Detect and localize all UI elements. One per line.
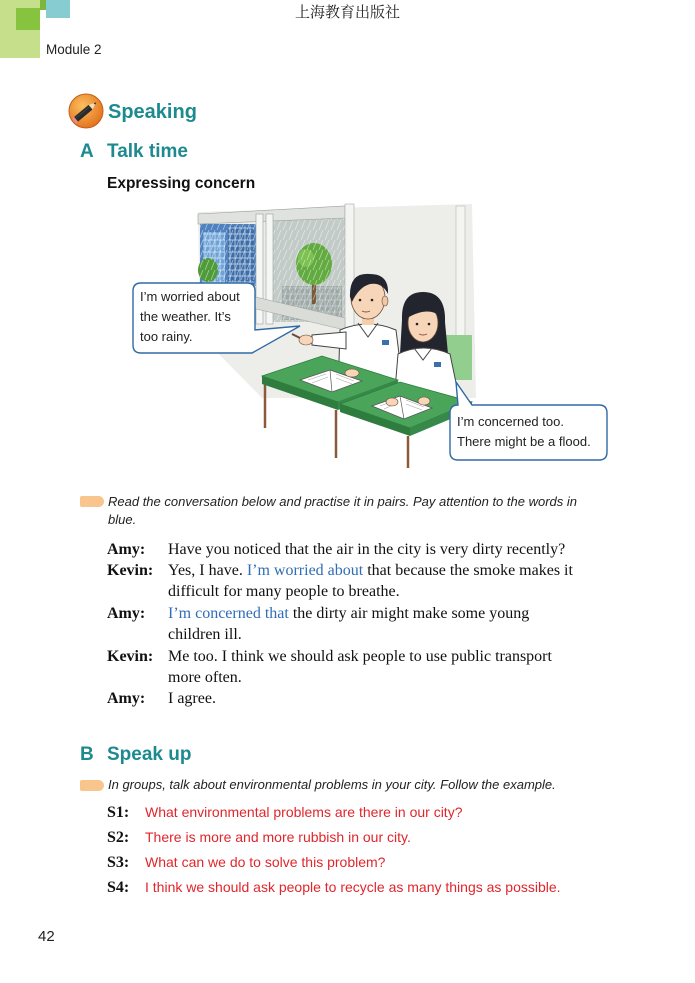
bubble-line: There might be a flood. xyxy=(457,434,591,449)
example-text: What can we do to solve this problem? xyxy=(145,854,386,871)
part-a-subtitle: Expressing concern xyxy=(107,175,256,192)
example-line xyxy=(107,850,667,875)
example-text: There is more and more rubbish in our city. xyxy=(145,828,411,845)
publisher-name: 上海教育出版社 xyxy=(294,3,400,21)
instruction-tag-icon xyxy=(80,780,104,791)
example-label: S4: xyxy=(107,879,130,897)
speaker-label: Amy: xyxy=(107,604,146,622)
part-b-title: Speak up xyxy=(107,744,192,765)
bubble-line: the weather. It’s xyxy=(140,309,231,324)
dialogue-text: Have you noticed that the air in the city is very dirty recently? xyxy=(168,540,566,558)
example-text: What environmental problems are there in our city? xyxy=(145,803,463,820)
bubble-line: I’m concerned too. xyxy=(457,414,564,429)
example-label: S3: xyxy=(107,854,130,872)
bubble-line: too rainy. xyxy=(140,329,193,344)
dialogue-line xyxy=(107,560,647,603)
page-number: 42 xyxy=(38,928,55,945)
right-window-frame xyxy=(456,206,465,341)
speaker-label: Kevin: xyxy=(107,647,154,665)
pencil-icon xyxy=(66,91,106,131)
part-a-title: Talk time xyxy=(107,141,188,162)
module-label: Module 2 xyxy=(46,42,102,57)
bubble-left-text xyxy=(140,287,240,347)
example-exchange xyxy=(107,800,667,901)
dialogue-line xyxy=(107,646,647,689)
dialogue xyxy=(107,539,647,710)
example-text: I think we should ask people to recycle as many things as possible. xyxy=(145,879,561,896)
dialogue-text: Yes, I have. xyxy=(168,561,247,579)
dialogue-text: difficult for many people to breathe. xyxy=(168,583,400,601)
highlighted-phrase: I’m worried about xyxy=(246,561,364,579)
speaker-label: Amy: xyxy=(107,540,146,558)
instruction-line: Read the conversation below and practise it in pairs. Pay attention to the words in xyxy=(108,494,577,509)
part-a-letter: A xyxy=(80,141,94,162)
highlighted-phrase: I’m concerned that xyxy=(168,604,289,622)
dialogue-text: Me too. I think we should ask people to use public transport xyxy=(168,647,552,665)
dialogue-text: children ill. xyxy=(168,626,242,644)
example-line xyxy=(107,825,667,850)
dialogue-text: I agree. xyxy=(168,690,216,708)
instruction-tag-icon xyxy=(80,496,104,507)
speaker-label: Amy: xyxy=(107,690,146,708)
example-line xyxy=(107,875,667,900)
dialogue-text: the dirty air might make some young xyxy=(288,604,530,622)
instruction-line: blue. xyxy=(108,512,137,527)
part-b-letter: B xyxy=(80,744,94,765)
speaker-label: Kevin: xyxy=(107,561,154,579)
instruction-line: In groups, talk about environmental problems in your city. Follow the example. xyxy=(108,777,556,792)
dialogue-text: more often. xyxy=(168,668,242,686)
dialogue-line xyxy=(107,688,647,709)
instruction-b xyxy=(108,776,556,794)
example-label: S1: xyxy=(107,803,130,821)
example-line xyxy=(107,800,667,825)
dialogue-line xyxy=(107,603,647,646)
bubble-right-text xyxy=(457,412,591,452)
instruction-a xyxy=(108,493,577,529)
dialogue-line xyxy=(107,539,647,560)
section-title: Speaking xyxy=(108,101,197,123)
dialogue-text: that because the smoke makes it xyxy=(363,561,573,579)
example-label: S2: xyxy=(107,828,130,846)
bubble-line: I’m worried about xyxy=(140,289,240,304)
